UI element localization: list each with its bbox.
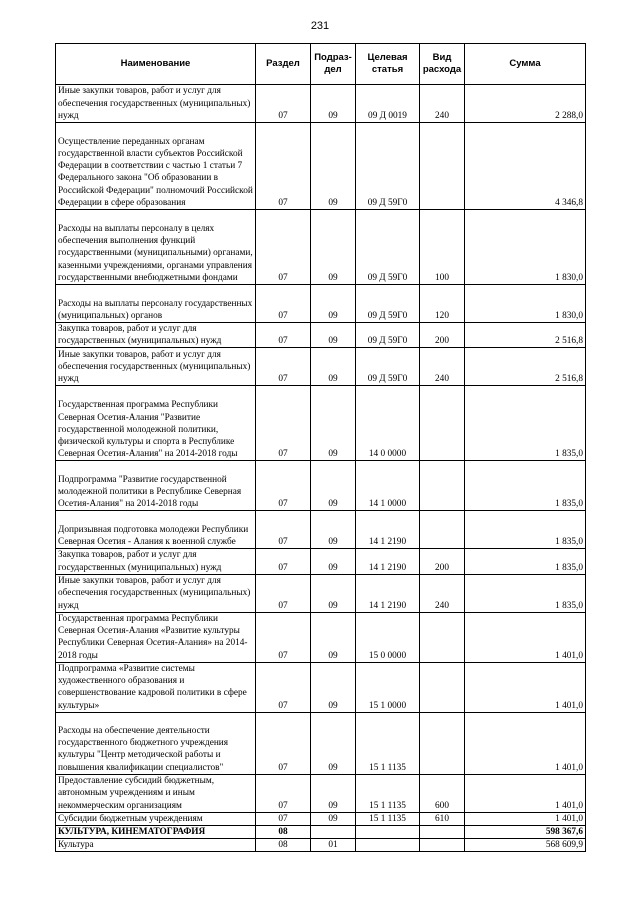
cell-name: Закупка товаров, работ и услуг для государственных (муниципальных) нужд: [56, 549, 256, 574]
cell-section: 07: [256, 348, 311, 386]
cell-section: 07: [256, 511, 311, 549]
cell-section: 07: [256, 712, 311, 774]
cell-subsection: 09: [311, 712, 356, 774]
cell-expense-type: [420, 662, 465, 712]
cell-name: Закупка товаров, работ и услуг для государственных (муниципальных) нужд: [56, 323, 256, 348]
cell-name: Предоставление субсидий бюджетным, автономным учреждениям и иным некоммерческим организациям: [56, 774, 256, 812]
table-row: [56, 574, 586, 612]
cell-name: Иные закупки товаров, работ и услуг для обеспечения государственных (муниципальных) нужд: [56, 348, 256, 386]
cell-target: 15 1 1135: [356, 712, 420, 774]
cell-sum: 1 835,0: [465, 574, 586, 612]
cell-sum: 1 835,0: [465, 386, 586, 461]
cell-target: 15 1 1135: [356, 774, 420, 812]
cell-sum: 568 609,9: [465, 839, 586, 852]
cell-expense-type: [420, 511, 465, 549]
cell-section: 07: [256, 85, 311, 123]
table-row: [56, 461, 586, 511]
table-row: [56, 839, 586, 852]
header-sum: Сумма: [465, 44, 586, 85]
cell-target: 14 0 0000: [356, 386, 420, 461]
cell-section: 07: [256, 549, 311, 574]
cell-sum: 1 835,0: [465, 511, 586, 549]
cell-target: 15 0 0000: [356, 612, 420, 662]
table-row: [56, 826, 586, 839]
cell-sum: 1 401,0: [465, 774, 586, 812]
table-row: [56, 210, 586, 285]
header-name: Наименование: [56, 44, 256, 85]
cell-name: Субсидии бюджетным учреждениям: [56, 812, 256, 825]
cell-name: Расходы на выплаты персоналу в целях обеспечения выполнения функций государственными (муниципальными) органами, казенными учреждениями, органами управления государственными внебюджетными фондами: [56, 210, 256, 285]
cell-section: 07: [256, 612, 311, 662]
table-row: [56, 612, 586, 662]
cell-section: 07: [256, 210, 311, 285]
header-expense-type: Вид расхода: [420, 44, 465, 85]
cell-subsection: 09: [311, 549, 356, 574]
table-row: [56, 812, 586, 825]
cell-sum: 1 401,0: [465, 662, 586, 712]
cell-expense-type: [420, 712, 465, 774]
cell-expense-type: 120: [420, 285, 465, 323]
cell-sum: 1 401,0: [465, 612, 586, 662]
cell-sum: 1 830,0: [465, 210, 586, 285]
cell-target: 09 Д 59Г0: [356, 210, 420, 285]
cell-name: Иные закупки товаров, работ и услуг для обеспечения государственных (муниципальных) нужд: [56, 574, 256, 612]
cell-section: 07: [256, 812, 311, 825]
cell-name: Иные закупки товаров, работ и услуг для обеспечения государственных (муниципальных) нужд: [56, 85, 256, 123]
table-row: [56, 386, 586, 461]
cell-subsection: 09: [311, 323, 356, 348]
cell-expense-type: 100: [420, 210, 465, 285]
table-row: [56, 774, 586, 812]
table-row: [56, 323, 586, 348]
cell-target: 14 1 2190: [356, 511, 420, 549]
cell-subsection: 09: [311, 612, 356, 662]
cell-expense-type: [420, 123, 465, 210]
table-header-row: [56, 44, 586, 85]
cell-target: 15 1 0000: [356, 662, 420, 712]
cell-section: 07: [256, 662, 311, 712]
cell-expense-type: [420, 386, 465, 461]
cell-target: 15 1 1135: [356, 812, 420, 825]
cell-subsection: 01: [311, 839, 356, 852]
cell-subsection: 09: [311, 774, 356, 812]
cell-expense-type: [420, 612, 465, 662]
cell-subsection: 09: [311, 386, 356, 461]
cell-section: 08: [256, 839, 311, 852]
cell-subsection: 09: [311, 85, 356, 123]
cell-sum: 2 516,8: [465, 323, 586, 348]
cell-name: Культура: [56, 839, 256, 852]
cell-section: 07: [256, 774, 311, 812]
table-body: [56, 85, 586, 852]
table-row: [56, 549, 586, 574]
cell-subsection: 09: [311, 511, 356, 549]
cell-sum: 2 288,0: [465, 85, 586, 123]
cell-name: Подпрограмма "Развитие государственной молодежной политики в Республике Северная Осетия-Алания" на 2014-2018 годы: [56, 461, 256, 511]
cell-name: Расходы на обеспечение деятельности государственного бюджетного учреждения культуры "Центр методической работы и повышения квалификации специалистов": [56, 712, 256, 774]
cell-expense-type: 240: [420, 574, 465, 612]
cell-sum: 1 401,0: [465, 712, 586, 774]
cell-expense-type: 600: [420, 774, 465, 812]
cell-expense-type: 240: [420, 348, 465, 386]
cell-sum: 4 346,8: [465, 123, 586, 210]
cell-expense-type: [420, 839, 465, 852]
cell-subsection: 09: [311, 285, 356, 323]
table-row: [56, 85, 586, 123]
cell-subsection: 09: [311, 461, 356, 511]
table-row: [56, 712, 586, 774]
cell-expense-type: 610: [420, 812, 465, 825]
cell-subsection: [311, 826, 356, 839]
header-target: Целевая статья: [356, 44, 420, 85]
cell-expense-type: [420, 826, 465, 839]
cell-target: [356, 826, 420, 839]
cell-name: Подпрограмма «Развитие системы художественного образования и совершенствование кадровой политики в сфере культуры»: [56, 662, 256, 712]
cell-target: 09 Д 59Г0: [356, 285, 420, 323]
cell-expense-type: 200: [420, 323, 465, 348]
page-number: 231: [310, 20, 330, 32]
cell-section: 07: [256, 323, 311, 348]
cell-target: 14 1 2190: [356, 549, 420, 574]
cell-sum: 1 830,0: [465, 285, 586, 323]
table-row: [56, 348, 586, 386]
cell-section: 07: [256, 574, 311, 612]
cell-expense-type: [420, 461, 465, 511]
cell-expense-type: 200: [420, 549, 465, 574]
cell-section: 07: [256, 285, 311, 323]
cell-subsection: 09: [311, 123, 356, 210]
header-section: Раздел: [256, 44, 311, 85]
cell-name: Государственная программа Республики Северная Осетия-Алания «Развитие культуры Республики Северная Осетия-Алания» на 2014-2018 годы: [56, 612, 256, 662]
cell-section: 07: [256, 461, 311, 511]
table-row: [56, 511, 586, 549]
cell-section: 07: [256, 123, 311, 210]
cell-section: 08: [256, 826, 311, 839]
cell-target: 09 Д 59Г0: [356, 323, 420, 348]
table-row: [56, 662, 586, 712]
cell-target: [356, 839, 420, 852]
cell-name: Расходы на выплаты персоналу государственных (муниципальных) органов: [56, 285, 256, 323]
budget-table: [55, 43, 586, 852]
cell-target: 09 Д 59Г0: [356, 348, 420, 386]
cell-sum: 1 401,0: [465, 812, 586, 825]
cell-target: 14 1 2190: [356, 574, 420, 612]
cell-section: 07: [256, 386, 311, 461]
cell-subsection: 09: [311, 812, 356, 825]
cell-sum: 2 516,8: [465, 348, 586, 386]
table-row: [56, 285, 586, 323]
cell-subsection: 09: [311, 210, 356, 285]
table-row: [56, 123, 586, 210]
cell-subsection: 09: [311, 662, 356, 712]
cell-target: 09 Д 0019: [356, 85, 420, 123]
cell-target: 14 1 0000: [356, 461, 420, 511]
cell-subsection: 09: [311, 574, 356, 612]
cell-subsection: 09: [311, 348, 356, 386]
cell-name: Государственная программа Республики Северная Осетия-Алания "Развитие государственной молодежной политики, физической культуры и спорта в Республике Северная Осетия-Алания" на 2014-2018 годы: [56, 386, 256, 461]
cell-target: 09 Д 59Г0: [356, 123, 420, 210]
cell-sum: 1 835,0: [465, 549, 586, 574]
cell-sum: 1 835,0: [465, 461, 586, 511]
cell-name: Осуществление переданных органам государственной власти субъектов Российской Федерации в соответствии с частью 1 статьи 7 Федерального закона "Об образовании в Российской Федерации" полномочий Российской Федерации в сфере образования: [56, 123, 256, 210]
header-subsection: Подраз-дел: [311, 44, 356, 85]
cell-name: Допризывная подготовка молодежи Республики Северная Осетия - Алания к военной службе: [56, 511, 256, 549]
cell-expense-type: 240: [420, 85, 465, 123]
cell-name: КУЛЬТУРА, КИНЕМАТОГРАФИЯ: [56, 826, 256, 839]
cell-sum: 598 367,6: [465, 826, 586, 839]
